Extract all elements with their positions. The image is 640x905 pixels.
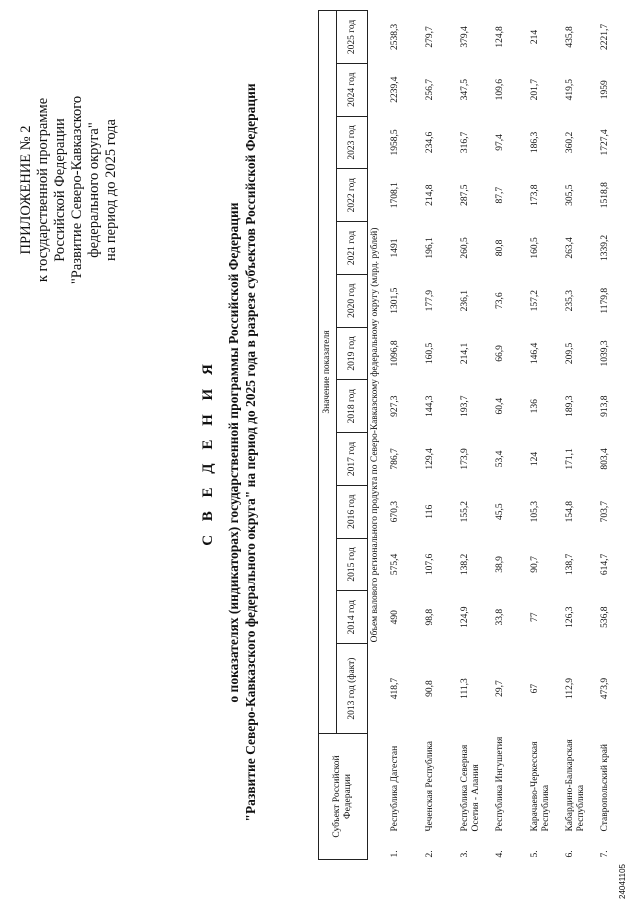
document-heading	[200, 20, 259, 885]
row-number: 3.	[460, 850, 470, 858]
value-cell: 379,4	[460, 26, 470, 48]
appendix-line: федерального округа"	[86, 122, 102, 258]
value-cell: 360,2	[565, 131, 575, 154]
value-cell: 73,6	[495, 292, 505, 310]
table-row	[559, 11, 594, 860]
value-cell: 670,3	[390, 501, 400, 523]
value-cell: 33,8	[495, 608, 505, 626]
value-cell: 60,4	[495, 397, 505, 415]
year-header-row	[337, 11, 368, 860]
year-header: 2023 год	[337, 116, 368, 169]
value-cell: 287,5	[460, 184, 470, 206]
value-cell: 193,7	[460, 395, 470, 417]
value-cell: 803,4	[600, 448, 610, 470]
value-cell: 67	[530, 683, 540, 694]
value-cell: 927,3	[390, 395, 400, 417]
value-cell: 435,8	[565, 26, 575, 48]
appendix-block	[18, 20, 120, 360]
value-column-group-header: Значение показателя	[319, 11, 337, 734]
value-cell: 786,7	[390, 448, 400, 470]
year-header: 2015 год	[337, 538, 368, 591]
subject-name: Республика Дагестан	[390, 745, 400, 832]
section-title: Объем валового регионального продукта по Северо-Кавказскому федеральному округу (млрд. рублей)	[370, 227, 380, 643]
value-cell: 129,4	[425, 448, 435, 470]
value-cell: 490	[390, 610, 400, 625]
value-cell: 126,3	[565, 606, 575, 628]
year-header: 2019 год	[337, 327, 368, 380]
year-header: 2013 год (факт)	[337, 644, 368, 734]
year-header: 2024 год	[337, 63, 368, 116]
value-cell: 124,9	[460, 606, 470, 628]
document-id: 24041105	[618, 864, 627, 899]
value-cell: 80,8	[495, 239, 505, 257]
value-cell: 1179,8	[600, 287, 610, 314]
row-number: 4.	[495, 850, 505, 858]
year-header: 2016 год	[337, 485, 368, 538]
value-cell: 418,7	[390, 677, 400, 700]
value-cell: 177,9	[425, 290, 435, 312]
value-cell: 157,2	[530, 290, 540, 312]
value-cell: 53,4	[495, 450, 505, 468]
row-number: 2.	[425, 850, 435, 858]
value-cell: 109,6	[495, 79, 505, 101]
value-cell: 614,7	[600, 553, 610, 576]
value-cell: 124,8	[495, 26, 505, 48]
appendix-line: Российской Федерации	[52, 118, 68, 262]
value-cell: 235,3	[565, 290, 575, 312]
value-cell: 316,7	[460, 131, 470, 154]
value-cell: 1301,5	[390, 287, 400, 314]
table-row	[594, 11, 629, 860]
value-cell: 703,7	[600, 501, 610, 523]
value-cell: 138,2	[460, 553, 470, 576]
value-cell: 138,7	[565, 553, 575, 576]
year-header: 2017 год	[337, 433, 368, 486]
year-header: 2022 год	[337, 169, 368, 222]
subject-name: Республика Ингушетия	[495, 736, 505, 832]
value-cell: 256,7	[425, 79, 435, 101]
value-cell: 1518,8	[600, 182, 610, 209]
value-cell: 2239,4	[390, 76, 400, 103]
subject-column-header: Субъект Российской Федерации	[319, 734, 368, 860]
value-cell: 144,3	[425, 395, 435, 417]
table-row	[384, 11, 419, 860]
table-row	[489, 11, 524, 860]
value-cell: 1958,5	[390, 129, 400, 156]
value-cell: 1959	[600, 80, 610, 100]
value-cell: 473,9	[600, 677, 610, 700]
value-cell: 105,3	[530, 501, 540, 523]
row-number: 5.	[530, 850, 540, 858]
table-row	[454, 11, 489, 860]
value-cell: 1096,8	[390, 340, 400, 367]
value-cell: 146,4	[530, 342, 540, 365]
value-cell: 90,7	[530, 556, 540, 573]
row-number: 7.	[600, 850, 610, 858]
value-cell: 98,8	[425, 608, 435, 626]
value-cell: 186,3	[530, 131, 540, 154]
value-cell: 419,5	[565, 79, 575, 101]
table-header-row	[319, 11, 337, 860]
value-cell: 347,5	[460, 79, 470, 101]
appendix-line: на период до 2025 года	[103, 119, 119, 261]
row-number: 6.	[565, 850, 575, 858]
year-header: 2025 год	[337, 11, 368, 64]
value-cell: 305,5	[565, 184, 575, 206]
value-cell: 173,9	[460, 448, 470, 470]
value-cell: 116	[425, 504, 435, 519]
table-row	[419, 11, 454, 860]
subject-name: Карачаево-Черкесская Республика	[530, 741, 551, 832]
value-cell: 260,5	[460, 237, 470, 259]
subject-name: Ставропольский край	[600, 743, 610, 832]
value-cell: 160,5	[530, 237, 540, 259]
value-cell: 209,5	[565, 342, 575, 365]
value-cell: 1491	[390, 238, 400, 258]
appendix-line: ПРИЛОЖЕНИЕ № 2	[18, 125, 34, 255]
value-cell: 136	[530, 399, 540, 414]
appendix-line: "Развитие Северо-Кавказского	[69, 95, 85, 285]
subject-name: Кабардино-Балкарская Республика	[565, 739, 586, 832]
value-cell: 1339,2	[600, 234, 610, 262]
value-cell: 236,1	[460, 290, 470, 312]
value-cell: 201,7	[530, 79, 540, 101]
value-cell: 214,1	[460, 342, 470, 365]
document-title: С В Е Д Е Н И Я	[200, 359, 216, 546]
value-cell: 29,7	[495, 680, 505, 697]
value-cell: 87,7	[495, 186, 505, 204]
value-cell: 214	[530, 29, 540, 45]
value-cell: 111,3	[460, 678, 470, 699]
value-cell: 279,7	[425, 26, 435, 48]
value-cell: 171,1	[565, 448, 575, 470]
value-cell: 536,8	[600, 606, 610, 628]
value-cell: 38,9	[495, 556, 505, 573]
subject-name: Чеченская Республика	[425, 740, 435, 832]
value-cell: 155,2	[460, 501, 470, 523]
value-cell: 124	[530, 451, 540, 467]
value-cell: 45,5	[495, 503, 505, 521]
appendix-line: к государственной программе	[35, 97, 51, 283]
indicator-table	[318, 10, 629, 860]
value-cell: 1708,1	[390, 182, 400, 209]
value-cell: 154,8	[565, 501, 575, 523]
value-cell: 112,9	[565, 678, 575, 700]
value-cell: 214,8	[425, 184, 435, 206]
value-cell: 173,8	[530, 184, 540, 206]
value-cell: 1039,3	[600, 340, 610, 367]
value-cell: 1727,4	[600, 129, 610, 156]
year-header: 2014 год	[337, 591, 368, 644]
year-header: 2021 год	[337, 222, 368, 275]
value-cell: 913,8	[600, 395, 610, 417]
value-cell: 160,5	[425, 342, 435, 365]
table-body	[368, 11, 630, 860]
value-cell: 90,8	[425, 680, 435, 697]
value-cell: 263,4	[565, 237, 575, 259]
value-cell: 77	[530, 612, 540, 622]
value-cell: 97,4	[495, 134, 505, 151]
section-row	[368, 11, 385, 860]
table-row	[524, 11, 559, 860]
value-cell: 66,9	[495, 345, 505, 362]
value-cell: 2221,7	[600, 23, 610, 50]
subject-name: Республика Северная Осетия - Алания	[460, 744, 481, 832]
value-cell: 189,3	[565, 395, 575, 417]
document-subtitle-line: "Развитие Северо-Кавказского федерального округа" на период до 2025 года в разрезе субъектов Российской Федерации	[243, 83, 258, 822]
year-header: 2020 год	[337, 274, 368, 327]
value-cell: 234,6	[425, 131, 435, 154]
value-cell: 2538,3	[390, 23, 400, 50]
value-cell: 107,6	[425, 553, 435, 576]
year-header: 2018 год	[337, 380, 368, 433]
value-cell: 196,1	[425, 237, 435, 259]
value-cell: 575,4	[390, 553, 400, 576]
document-subtitle-line: о показателях (индикаторах) государственной программы Российской Федерации	[226, 202, 241, 703]
row-number: 1.	[390, 850, 400, 858]
